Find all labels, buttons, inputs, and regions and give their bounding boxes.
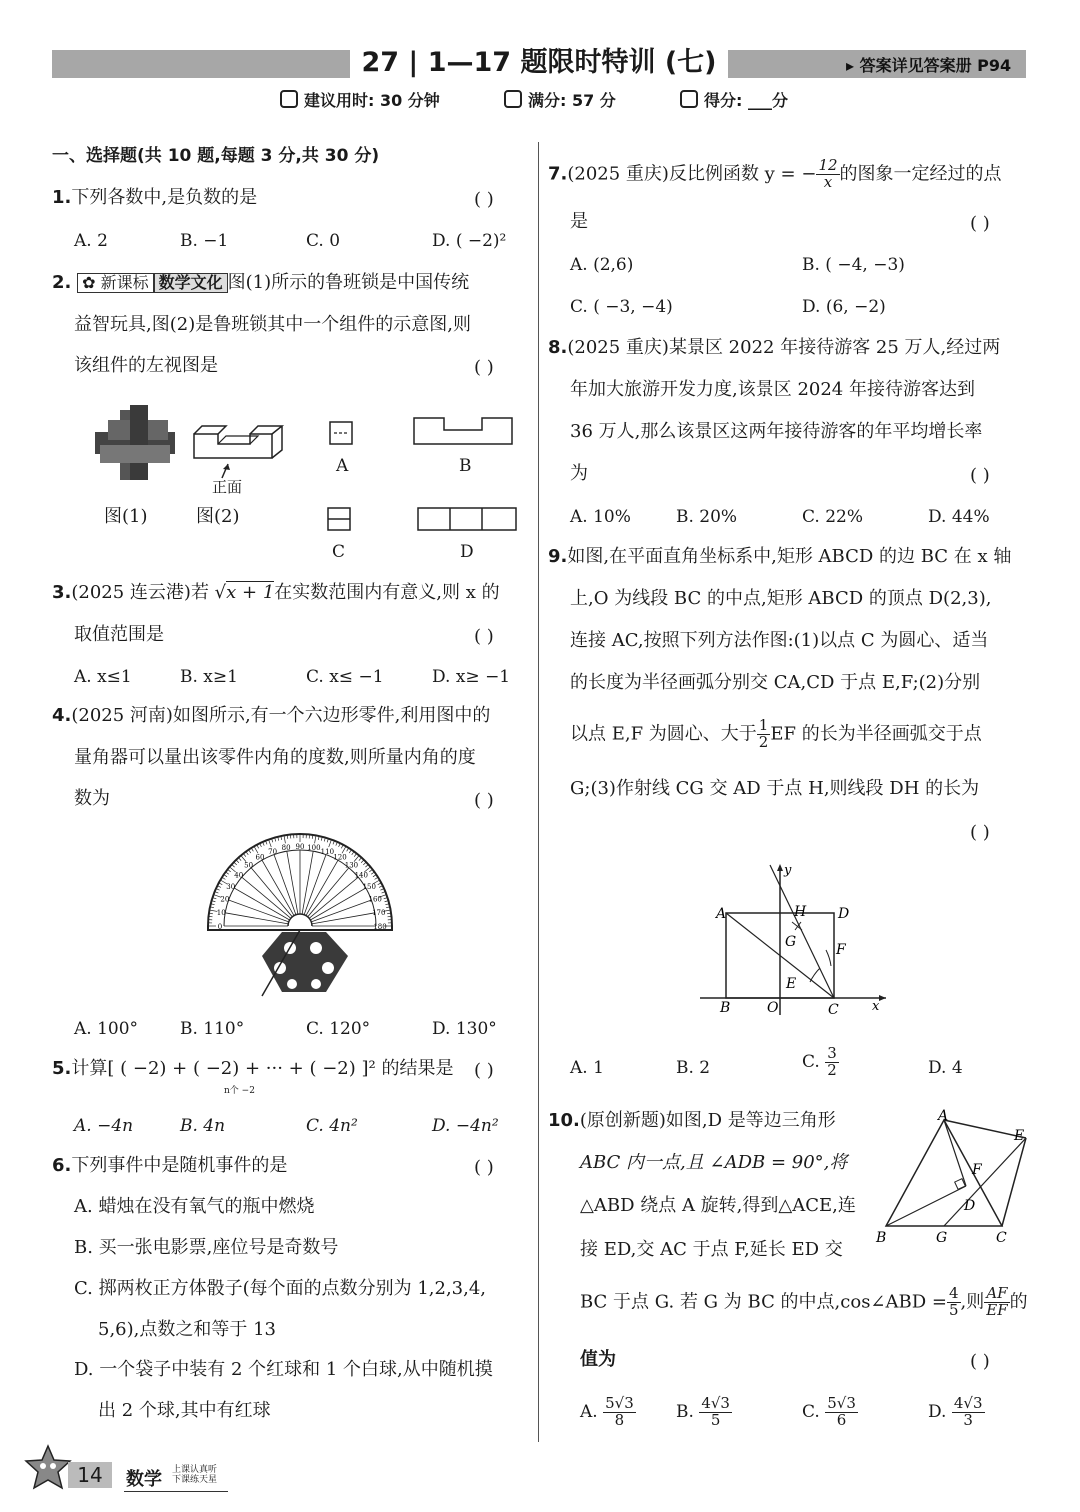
q4-answer-paren: ( ) <box>474 790 494 811</box>
q6-answer-paren: ( ) <box>474 1157 494 1178</box>
protractor-degree-label: 60 <box>255 853 265 862</box>
svg-text:C: C <box>996 1230 1007 1246</box>
protractor-tick <box>224 875 227 877</box>
option-c-view <box>326 506 356 536</box>
option-b-label: B <box>459 456 472 476</box>
q6-stem: 6.下列事件中是随机事件的是 <box>52 1155 288 1176</box>
q8-stem-line2: 年加大旅游开发力度,该景区 2024 年接待游客达到 <box>570 379 975 400</box>
protractor-tick <box>249 850 251 853</box>
option-c-label: C <box>332 542 346 562</box>
protractor-degree-label: 120 <box>333 853 347 862</box>
svg-text:A: A <box>716 906 727 922</box>
protractor-tick <box>269 840 272 848</box>
q8-stem-line3: 36 万人,那么该景区这两年接待游客的年平均增长率 <box>570 421 983 442</box>
q6-option-c-line1: C. 掷两枚正方体骰子(每个面的点数分别为 1,2,3,4, <box>74 1278 487 1299</box>
luban-lock-photo <box>90 400 190 490</box>
full-score: 满分: 57 分 <box>504 88 616 111</box>
answer-reference: ▸ 答案详见答案册 P94 <box>846 56 1012 75</box>
protractor-tick <box>232 864 235 867</box>
q3-option-a: A. x≤1 <box>74 667 132 687</box>
protractor-tick <box>349 850 351 853</box>
page-number: 14 <box>68 1462 112 1488</box>
protractor-degree-label: 30 <box>226 883 236 891</box>
protractor-tick <box>352 852 354 855</box>
protractor-tick <box>342 846 346 853</box>
fig1-caption: 图(1) <box>104 506 148 527</box>
mascot-star-icon <box>26 1444 72 1494</box>
q7-stem-line1: 7.(2025 重庆)反比例函数 y = − $\frac{12}{x}$ 的图象一定经过的点 <box>548 156 1002 191</box>
protractor-degree-label: 110 <box>320 847 335 856</box>
protractor-degree-label: 170 <box>372 909 386 918</box>
q4-option-c: C. 120° <box>306 1019 371 1039</box>
q10-option-d: D. $\frac{4√3}{3}$ <box>928 1394 983 1429</box>
svg-text:y: y <box>784 863 792 878</box>
svg-text:G: G <box>785 934 797 950</box>
section-heading: 一、选择题(共 10 题,每题 3 分,共 30 分) <box>52 146 380 166</box>
q3-option-b: B. x≥1 <box>180 667 238 687</box>
protractor-degree-label: 20 <box>220 895 230 904</box>
protractor-diagram <box>200 820 400 1000</box>
footer-slogan: 上课认真听 下课练天星 <box>172 1465 218 1485</box>
option-b-view <box>412 416 516 450</box>
q1-option-d: D. ( −2)² <box>432 231 507 251</box>
q6-option-a: A. 蜡烛在没有氧气的瓶中燃烧 <box>74 1196 315 1217</box>
q6-option-d-line1: D. 一个袋子中装有 2 个红球和 1 个白球,从中随机摸 <box>74 1359 493 1380</box>
protractor-tick <box>222 877 225 879</box>
q5-option-b: B. 4n <box>180 1116 226 1136</box>
q3-stem-line2: 取值范围是 <box>74 624 164 645</box>
q5-underbrace-label: n个 −2 <box>224 1086 255 1096</box>
protractor-degree-label: 50 <box>244 861 254 870</box>
q1-option-a: A. 2 <box>74 231 108 251</box>
svg-text:F: F <box>836 942 846 958</box>
math-culture-badge: 数学文化 <box>154 273 228 293</box>
protractor-degree-label: 180 <box>373 923 387 931</box>
q9-stem-line4: 的长度为半径画弧分别交 CA,CD 于点 E,F;(2)分别 <box>570 672 981 693</box>
q9-option-c: C. $\frac{3}{2}$ <box>802 1044 837 1079</box>
protractor-degree-label: 10 <box>216 909 226 918</box>
q10-option-c: C. $\frac{5√3}{6}$ <box>802 1394 856 1429</box>
q10-option-b: B. $\frac{4√3}{5}$ <box>676 1394 730 1429</box>
clock-icon <box>280 90 298 108</box>
q4-stem-line3: 数为 <box>74 788 110 809</box>
q4-option-b: B. 110° <box>180 1019 245 1039</box>
q7-answer-paren: ( ) <box>970 213 990 234</box>
protractor-tick <box>363 862 366 865</box>
q6-option-d-line2: 出 2 个球,其中有红球 <box>98 1400 271 1421</box>
component-diagram <box>192 420 292 480</box>
q8-option-b: B. 20% <box>676 507 738 527</box>
q9-stem-line6: G;(3)作射线 CG 交 AD 于点 H,则线段 DH 的长为 <box>570 778 980 799</box>
protractor-tick <box>315 835 316 843</box>
q9-stem-line2: 上,O 为线段 BC 的中点,矩形 ABCD 的顶点 D(2,3), <box>570 588 992 609</box>
protractor-degree-label: 130 <box>344 861 359 870</box>
svg-text:E: E <box>1014 1128 1025 1144</box>
q10-stem-line5: BC 于点 G. 若 G 为 BC 的中点,cos∠ABD = $\frac{4}{5}$ ,则 $\frac{AF}{EF}$ 的 <box>580 1284 1028 1319</box>
page-title: 27 | 1—17 题限时特训 (七) <box>361 47 717 78</box>
q7-stem-line2: 是 <box>570 211 588 232</box>
protractor-tick <box>375 877 378 879</box>
q9-answer-paren: ( ) <box>970 822 990 843</box>
q2-stem-line3: 该组件的左视图是 <box>74 355 218 376</box>
svg-text:B: B <box>720 1000 731 1016</box>
svg-text:D: D <box>964 1198 976 1214</box>
q5-option-a: A. −4n <box>74 1116 134 1136</box>
q10-stem-line4: 接 ED,交 AC 于点 F,延长 ED 交 <box>580 1239 843 1260</box>
q2-stem-line2: 益智玩具,图(2)是鲁班锁其中一个组件的示意图,则 <box>74 314 471 335</box>
protractor-tick <box>359 858 362 861</box>
score-field: 得分: ___分 <box>680 88 788 111</box>
q1-option-b: B. −1 <box>180 231 229 251</box>
svg-text:G: G <box>936 1230 948 1246</box>
svg-text:F: F <box>972 1162 982 1178</box>
protractor-degree-label: 100 <box>307 844 321 853</box>
protractor-tick <box>226 872 229 874</box>
protractor-tick <box>354 854 356 857</box>
svg-text:A: A <box>938 1108 949 1124</box>
protractor-tick <box>228 869 231 871</box>
new-curriculum-badge: ✿ 新课标 <box>77 273 154 293</box>
q1-answer-paren: ( ) <box>474 189 494 210</box>
footer-rule <box>124 1491 228 1492</box>
option-a-label: A <box>336 456 349 476</box>
front-label: 正面 <box>212 478 243 496</box>
q7-option-d: D. (6, −2) <box>802 297 886 317</box>
protractor-tick <box>369 869 372 871</box>
q1-option-c: C. 0 <box>306 231 341 251</box>
protractor-degree-label: 40 <box>234 871 244 880</box>
q4-stem-line1: 4.(2025 河南)如图所示,有一个六边形零件,利用图中的 <box>52 705 491 726</box>
q4-option-a: A. 100° <box>74 1019 139 1039</box>
q10-answer-paren: ( ) <box>970 1351 990 1372</box>
q9-stem-line1: 9.如图,在平面直角坐标系中,矩形 ABCD 的边 BC 在 x 轴 <box>548 546 1012 567</box>
svg-text:C: C <box>828 1002 839 1018</box>
q2-stem-line1: 2. ✿ 新课标 数学文化 图(1)所示的鲁班锁是中国传统 <box>52 272 470 293</box>
q7-option-c: C. ( −3, −4) <box>570 297 673 317</box>
q3-option-c: C. x≤ −1 <box>306 667 384 687</box>
option-a-view <box>328 420 358 450</box>
q4-stem-line2: 量角器可以量出该零件内角的度数,则所量内角的度 <box>74 747 476 768</box>
q5-answer-paren: ( ) <box>474 1060 494 1081</box>
protractor-tick <box>284 835 285 843</box>
protractor-degree-label: 0 <box>217 923 223 931</box>
svg-text:x: x <box>872 999 880 1014</box>
q8-option-c: C. 22% <box>802 507 863 527</box>
q7-option-b: B. ( −4, −3) <box>802 255 905 275</box>
q7-option-a: A. (2,6) <box>570 255 634 275</box>
q8-stem-line4: 为 <box>570 463 588 484</box>
protractor-tick <box>361 860 364 863</box>
q6-option-b: B. 买一张电影票,座位号是奇数号 <box>74 1237 339 1258</box>
protractor-tick <box>365 864 368 867</box>
q3-answer-paren: ( ) <box>474 626 494 647</box>
protractor-tick <box>373 875 376 877</box>
protractor-tick <box>243 854 245 857</box>
q3-option-d: D. x≥ −1 <box>432 667 511 687</box>
q8-option-d: D. 44% <box>928 507 990 527</box>
q10-stem-line1: 10.(原创新题)如图,D 是等边三角形 <box>548 1110 836 1131</box>
q2-answer-paren: ( ) <box>474 357 494 378</box>
fig2-caption: 图(2) <box>196 506 240 527</box>
q9-option-a: A. 1 <box>570 1058 604 1078</box>
q5-stem: 5.计算[ ( −2) + ( −2) + ··· + ( −2) ]² 的结果是 <box>52 1058 454 1079</box>
svg-text:H: H <box>794 904 807 920</box>
protractor-degree-label: 70 <box>268 847 278 856</box>
svg-text:O: O <box>767 1000 779 1016</box>
protractor-degree-label: 80 <box>281 844 291 853</box>
svg-text:E: E <box>786 976 797 992</box>
protractor-tick <box>371 872 374 874</box>
q5-option-c: C. 4n² <box>306 1116 358 1136</box>
q9-coordinate-figure <box>700 860 900 1020</box>
protractor-tick <box>329 840 332 848</box>
q8-stem-line1: 8.(2025 重庆)某景区 2022 年接待游客 25 万人,经过两 <box>548 337 1001 358</box>
document-icon <box>504 90 522 108</box>
q8-option-a: A. 10% <box>570 507 631 527</box>
protractor-degree-label: 150 <box>362 883 376 891</box>
protractor-degree-label: 140 <box>354 871 368 880</box>
protractor-tick <box>246 852 248 855</box>
protractor-tick <box>254 846 258 853</box>
protractor-tick <box>347 848 349 851</box>
q4-option-d: D. 130° <box>432 1019 497 1039</box>
q9-stem-line3: 连接 AC,按照下列方法作图:(1)以点 C 为圆心、适当 <box>570 630 989 651</box>
protractor-degree-label: 160 <box>368 895 382 904</box>
protractor-tick <box>238 858 241 861</box>
q5-option-d: D. −4n² <box>432 1116 499 1136</box>
q10-stem-line6: 值为 <box>580 1349 616 1370</box>
protractor-tick <box>234 862 237 865</box>
q10-stem-line3: △ABD 绕点 A 旋转,得到△ACE,连 <box>580 1195 856 1216</box>
header-bar-left <box>52 50 350 78</box>
option-d-label: D <box>460 542 474 562</box>
trophy-icon <box>680 90 698 108</box>
q1-stem: 1.下列各数中,是负数的是 <box>52 187 258 208</box>
q9-option-b: B. 2 <box>676 1058 711 1078</box>
protractor-tick <box>251 848 253 851</box>
column-divider <box>538 142 539 1442</box>
subject-label: 数学 <box>126 1469 162 1490</box>
q10-option-a: A. $\frac{5√3}{8}$ <box>580 1394 634 1429</box>
q10-triangle-figure <box>876 1110 1036 1250</box>
q3-stem-line1: 3.(2025 连云港)若 √x + 1在实数范围内有意义,则 x 的 <box>52 582 500 603</box>
q10-stem-line2: ABC 内一点,且 ∠ADB = 90°,将 <box>580 1152 848 1173</box>
protractor-degree-label: 90 <box>295 843 305 851</box>
option-d-view <box>416 506 520 534</box>
q9-option-d: D. 4 <box>928 1058 963 1078</box>
svg-text:B: B <box>876 1230 887 1246</box>
suggested-time: 建议用时: 30 分钟 <box>280 88 440 111</box>
q6-option-c-line2: 5,6),点数之和等于 13 <box>98 1319 276 1340</box>
svg-text:D: D <box>838 906 850 922</box>
q9-stem-line5: 以点 E,F 为圆心、大于 $\frac{1}{2}$ EF 的长为半径画弧交于点 <box>570 716 982 751</box>
q8-answer-paren: ( ) <box>970 465 990 486</box>
protractor-tick <box>236 860 239 863</box>
